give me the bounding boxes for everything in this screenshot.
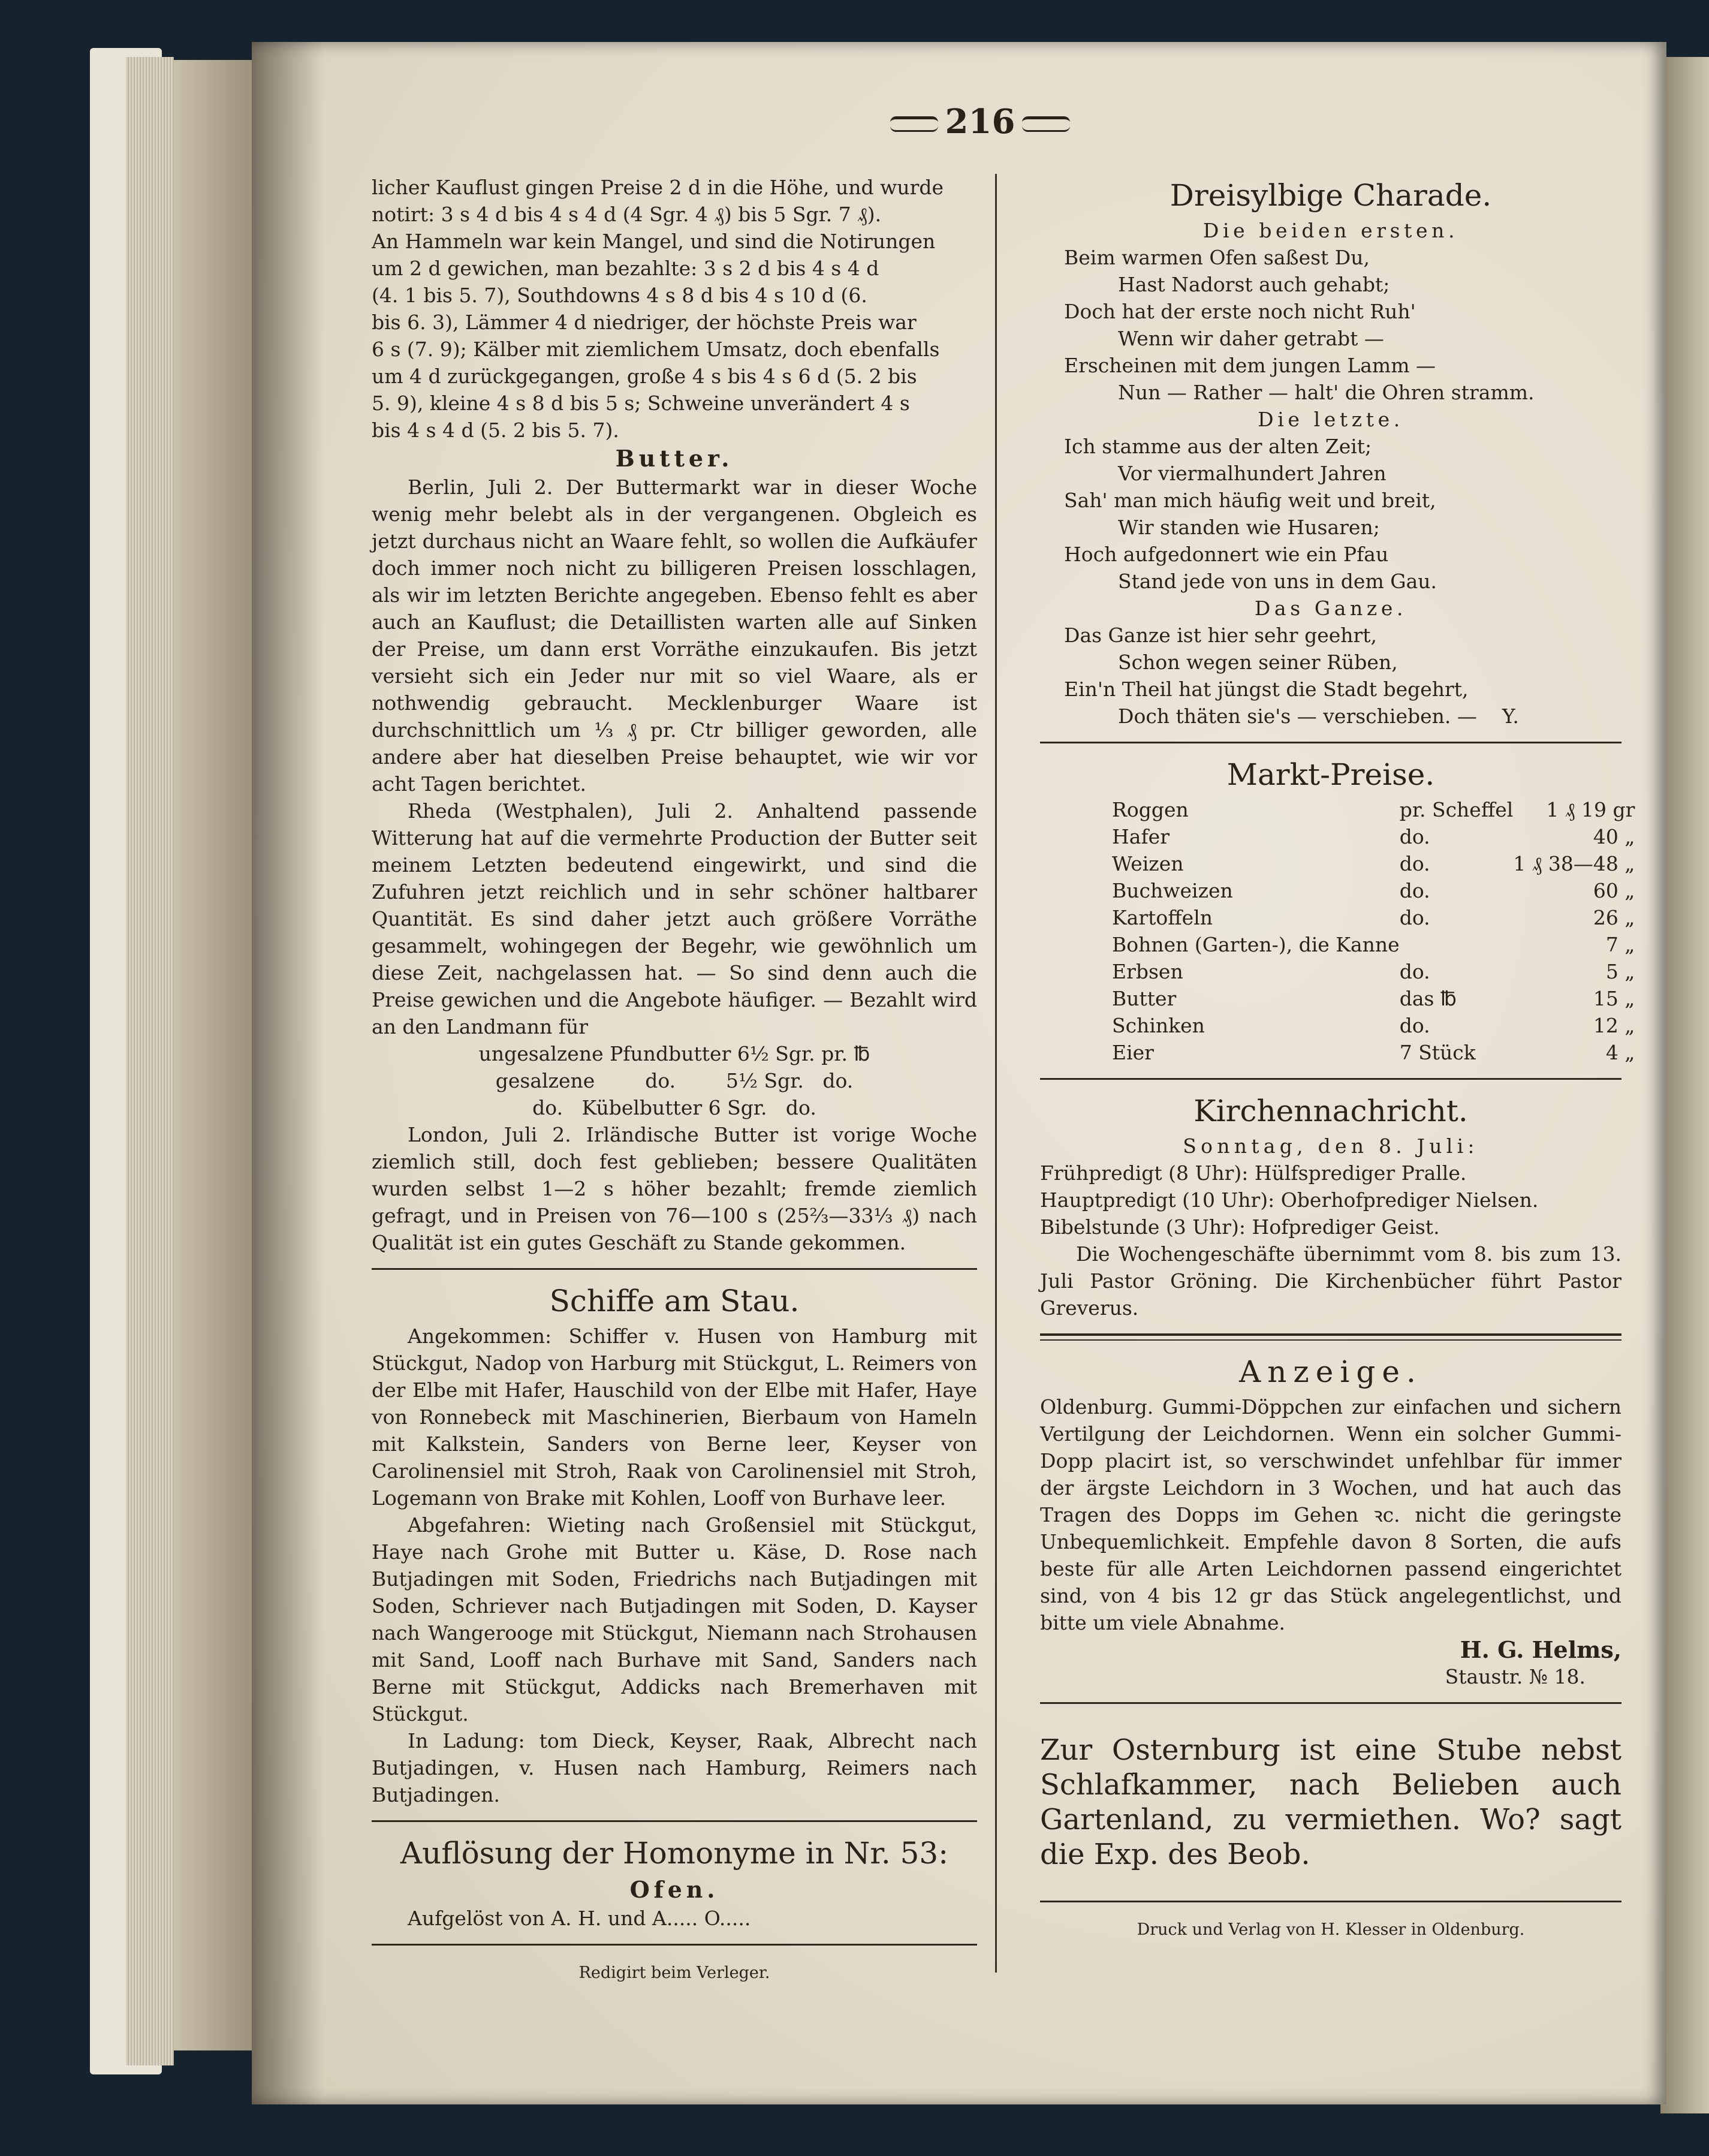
ad-title: Anzeige.	[1239, 1354, 1422, 1389]
room-notice: Zur Osternburg ist eine Stube nebst Schlafkammer, nach Belieben auch Gartenland, zu vermiethen. Wo? sagt die Exp. des Beob.	[1040, 1733, 1621, 1871]
church-line: Frühpredigt (8 Uhr): Hülfsprediger Pralle.	[1040, 1161, 1467, 1185]
london-report: London, Juli 2. Irländische Butter ist vorige Woche ziemlich still, doch fest geblieben; bessere Qualitäten wurden selbst 1—2 s höher bezahlt; fremde ziemlich gefragt, und in Preisen von 76—100 s (25⅔—33⅓ ₰) nach Qualität ist ein gutes Geschäft zu Stande gekommen.	[372, 1123, 977, 1254]
table-row	[1040, 904, 1683, 931]
poem-line: Sah' man mich häufig weit und breit,	[1064, 489, 1436, 512]
text-line: (4. 1 bis 5. 7), Southdowns 4 s 8 d bis 4 s 10 d (6.	[372, 284, 867, 307]
table-row	[1040, 958, 1683, 985]
right-column	[1040, 174, 1635, 1958]
left-ornament-icon	[890, 116, 938, 132]
poem-line: Hast Nadorst auch gehabt;	[1118, 273, 1390, 296]
solution-word: Ofen.	[629, 1876, 719, 1903]
solution-title: Auflösung der Homonyme in Nr. 53:	[400, 1836, 949, 1871]
poem-line: Vor viermalhundert Jahren	[1118, 462, 1387, 485]
ad-signature: H. G. Helms,	[1460, 1636, 1621, 1663]
market-price: 12 „	[1593, 1014, 1635, 1037]
rheda-price-line: ungesalzene Pfundbutter 6½ Sgr. pr. ℔	[478, 1042, 870, 1065]
poem-line: Wir standen wie Husaren;	[1118, 516, 1380, 539]
church-line: Bibelstunde (3 Uhr): Hofprediger Geist.	[1040, 1215, 1440, 1239]
church-title: Kirchennachricht.	[1193, 1094, 1468, 1128]
page-gutter-shadow	[252, 42, 324, 2104]
market-item: Buchweizen	[1112, 879, 1233, 902]
section-rule	[1040, 742, 1621, 743]
table-row	[1040, 796, 1683, 823]
poem-line: Ein'n Theil hat jüngst die Stadt begehrt,	[1064, 677, 1469, 701]
poem-line: Das Ganze ist hier sehr geehrt,	[1064, 624, 1378, 647]
market-price: 60 „	[1593, 879, 1635, 902]
rheda-price-line: gesalzene do. 5½ Sgr. do.	[495, 1069, 854, 1092]
section-rule	[1040, 1702, 1621, 1704]
poem-line: Ich stamme aus der alten Zeit;	[1064, 435, 1372, 458]
text-line: licher Kauflust gingen Preise 2 d in die Höhe, und wurde	[372, 176, 944, 199]
table-row	[1040, 985, 1683, 1012]
market-unit: do.	[1399, 825, 1430, 848]
table-row	[1040, 931, 1683, 958]
market-unit: das ℔	[1399, 987, 1457, 1010]
market-item: Weizen	[1112, 852, 1184, 875]
text-line: um 4 d zurückgegangen, große 4 s bis 4 s 6 d (5. 2 bis	[372, 365, 917, 388]
market-unit: do.	[1399, 852, 1430, 875]
poem-line: Beim warmen Ofen saßest Du,	[1064, 246, 1370, 269]
book-page-stack	[126, 57, 174, 2065]
ships-departed: Abgefahren: Wieting nach Großensiel mit Stückgut, Haye nach Grohe mit Butter u. Käse, D. Rose nach Butjadingen mit Soden, Friedrichs nach Butjadingen mit Soden, Schriever nach Butjadingen mit Soden, D. Kayser nach Wangerooge mit Stückgut, Niemann nach Strohausen mit Sand, Looff nach Burhave mit Sand, Sanders nach Berne mit Stückgut, Addicks nach Bremerhaven mit Stückgut.	[372, 1513, 977, 1726]
ad-address: Staustr. № 18.	[1445, 1665, 1586, 1688]
left-column	[372, 174, 977, 2001]
printer-note: Druck und Verlag von H. Klesser in Oldenburg.	[1137, 1920, 1525, 1939]
poem-line: Die letzte.	[1258, 408, 1404, 431]
market-title: Markt-Preise.	[1226, 757, 1435, 792]
market-item: Schinken	[1112, 1014, 1205, 1037]
section-rule	[1040, 1901, 1621, 1902]
table-row	[1040, 823, 1683, 850]
market-price: 26 „	[1593, 906, 1635, 929]
text-line: bis 6. 3), Lämmer 4 d niedriger, der höchste Preis war	[372, 311, 917, 334]
section-rule-double	[1040, 1333, 1621, 1341]
market-price: 5 „	[1605, 960, 1635, 983]
livestock-report	[372, 174, 977, 444]
market-item: Eier	[1112, 1041, 1154, 1064]
facing-page-edge	[1660, 57, 1709, 2113]
section-rule	[372, 1944, 977, 1946]
market-price: 1 ₰ 38—48 „	[1513, 852, 1635, 875]
table-row	[1040, 850, 1683, 877]
market-price: 15 „	[1593, 987, 1635, 1010]
charade-poem	[1040, 217, 1621, 730]
text-line: 6 s (7. 9); Kälber mit ziemlichem Umsatz, doch ebenfalls	[372, 338, 940, 361]
poem-line: Stand jede von uns in dem Gau.	[1118, 570, 1437, 593]
ad-text: Oldenburg. Gummi-Döppchen zur einfachen und sichern Vertilgung der Leichdornen. Wenn ein solcher Gummi-Dopp placirt ist, so verschwindet unfehlbar für immer der ärgste Leichdorn in 3 Wochen, und hat auch das Tragen des Dopps im Gehen ꝛc. nicht die geringste Unbequemlichkeit. Empfehle davon 8 Sorten, die aufs beste für alle Arten Leichdornen passend eingerichtet sind, von 4 bis 12 gr das Stück angelegentlichst, und bitte um viele Abnahme.	[1040, 1395, 1621, 1634]
rheda-report: Rheda (Westphalen), Juli 2. Anhaltend passende Witterung hat auf die vermehrte Production der Butter seit meinem Letzten bedeutend eingewirkt, und sind die Zufuhren jetzt reichlich und in sehr schöner haltbarer Quantität. Es sind daher jetzt auch größere Vorräthe gesammelt, wohingegen der Begehr, wie gewöhnlich um diese Zeit, nachgelassen hat. — So sind denn auch die Preise gewichen und die Angebote häufiger. — Bezahlt wird an den Landmann für	[372, 799, 977, 1038]
market-item: Butter	[1112, 987, 1177, 1010]
market-unit: do.	[1399, 1014, 1430, 1037]
market-unit	[1400, 931, 1514, 958]
church-line: Hauptpredigt (10 Uhr): Oberhofprediger Nielsen.	[1040, 1188, 1539, 1212]
section-rule	[1040, 1078, 1621, 1080]
poem-line: Erscheinen mit dem jungen Lamm —	[1064, 354, 1436, 377]
column-divider	[995, 174, 997, 1973]
poem-line: Nun — Rather — halt' die Ohren stramm.	[1118, 381, 1535, 404]
text-line: notirt: 3 s 4 d bis 4 s 4 d (4 Sgr. 4 ₰) bis 5 Sgr. 7 ₰).	[372, 203, 882, 226]
market-price: 4 „	[1605, 1041, 1635, 1064]
text-line: 5. 9), kleine 4 s 8 d bis 5 s; Schweine unverändert 4 s	[372, 392, 910, 415]
market-unit: do.	[1399, 879, 1430, 902]
page-number: 216	[881, 102, 1079, 141]
market-unit: pr. Scheffel	[1399, 798, 1514, 821]
text-line: um 2 d gewichen, man bezahlte: 3 s 2 d bis 4 s 4 d	[372, 257, 879, 280]
market-item: Kartoffeln	[1112, 906, 1213, 929]
poem-line: Die beiden ersten.	[1202, 219, 1459, 242]
ships-arrived: Angekommen: Schiffer v. Husen von Hamburg mit Stückgut, Nadop von Harburg mit Stückgut, L. Reimers von der Elbe mit Hafer, Hauschild von der Elbe mit Hafer, Haye von Ronnebeck mit Maschinerien, Bierbaum von Hameln mit Kalkstein, Sanders von Berne leer, Keyser von Carolinensiel mit Stroh, Raak von Carolinensiel mit Stroh, Logemann von Brake mit Kohlen, Looff von Burhave leer.	[372, 1324, 977, 1510]
section-rule	[372, 1820, 977, 1822]
market-unit: 7 Stück	[1399, 1041, 1476, 1064]
table-row	[1040, 877, 1683, 904]
market-price-table	[1040, 796, 1683, 1066]
poem-line: Wenn wir daher getrabt —	[1118, 327, 1384, 350]
market-unit: do.	[1399, 960, 1430, 983]
table-row	[1040, 1039, 1683, 1066]
berlin-report: Berlin, Juli 2. Der Buttermarkt war in dieser Woche wenig mehr belebt als in der vergangenen. Obgleich es jetzt durchaus nicht an Waare fehlt, so wollen die Aufkäufer doch immer noch nicht zu billigeren Preisen losschlagen, als wir im letzten Berichte angegeben. Ebenso fehlt es aber auch an Kauflust; die Detaillisten warten alle auf Sinken der Preise, um dann erst Vorräthe einzukaufen. Bis jetzt versieht sich ein Jeder nur mit so viel Waare, als er nothwendig gebraucht. Mecklenburger Waare ist durchschnittlich um ⅓ ₰ pr. Ctr billiger geworden, alle andere aber hat dieselben Preise behauptet, wie wir vor acht Tagen berichtet.	[372, 475, 977, 796]
right-ornament-icon	[1022, 116, 1070, 132]
ships-loading: In Ladung: tom Dieck, Keyser, Raak, Albrecht nach Butjadingen, v. Husen nach Hamburg, Reimers nach Butjadingen.	[372, 1729, 977, 1806]
church-date: Sonntag, den 8. Juli:	[1183, 1134, 1479, 1158]
market-item: Roggen	[1112, 798, 1189, 821]
market-price: 40 „	[1593, 825, 1635, 848]
poem-line: Doch thäten sie's — verschieben. — Y.	[1118, 704, 1519, 728]
market-item: Erbsen	[1112, 960, 1183, 983]
charade-title: Dreisylbige Charade.	[1170, 178, 1492, 213]
editor-note: Redigirt beim Verleger.	[578, 1964, 770, 1982]
market-unit: do.	[1399, 906, 1430, 929]
text-line: An Hammeln war kein Mangel, und sind die Notirungen	[372, 230, 936, 253]
section-rule	[372, 1268, 977, 1270]
solved-by: Aufgelöst von A. H. und A..... O.....	[408, 1907, 751, 1930]
church-note: Die Wochengeschäfte übernimmt vom 8. bis zum 13. Juli Pastor Gröning. Die Kirchenbücher führt Pastor Greverus.	[1040, 1242, 1621, 1320]
poem-line: Doch hat der erste noch nicht Ruh'	[1064, 300, 1416, 323]
market-item: Bohnen (Garten-), die Kanne	[1112, 933, 1400, 956]
market-price: 1 ₰ 19 gr	[1546, 798, 1635, 821]
butter-heading: Butter.	[615, 445, 734, 472]
ships-title: Schiffe am Stau.	[549, 1284, 800, 1318]
market-price: 7 „	[1605, 933, 1635, 956]
poem-line: Das Ganze.	[1254, 597, 1407, 620]
poem-line: Schon wegen seiner Rüben,	[1118, 651, 1398, 674]
rheda-price-line: do. Kübelbutter 6 Sgr. do.	[532, 1096, 816, 1119]
market-item: Hafer	[1112, 825, 1170, 848]
table-row	[1040, 1012, 1683, 1039]
poem-line: Hoch aufgedonnert wie ein Pfau	[1064, 543, 1389, 566]
text-line: bis 4 s 4 d (5. 2 bis 5. 7).	[372, 418, 619, 442]
